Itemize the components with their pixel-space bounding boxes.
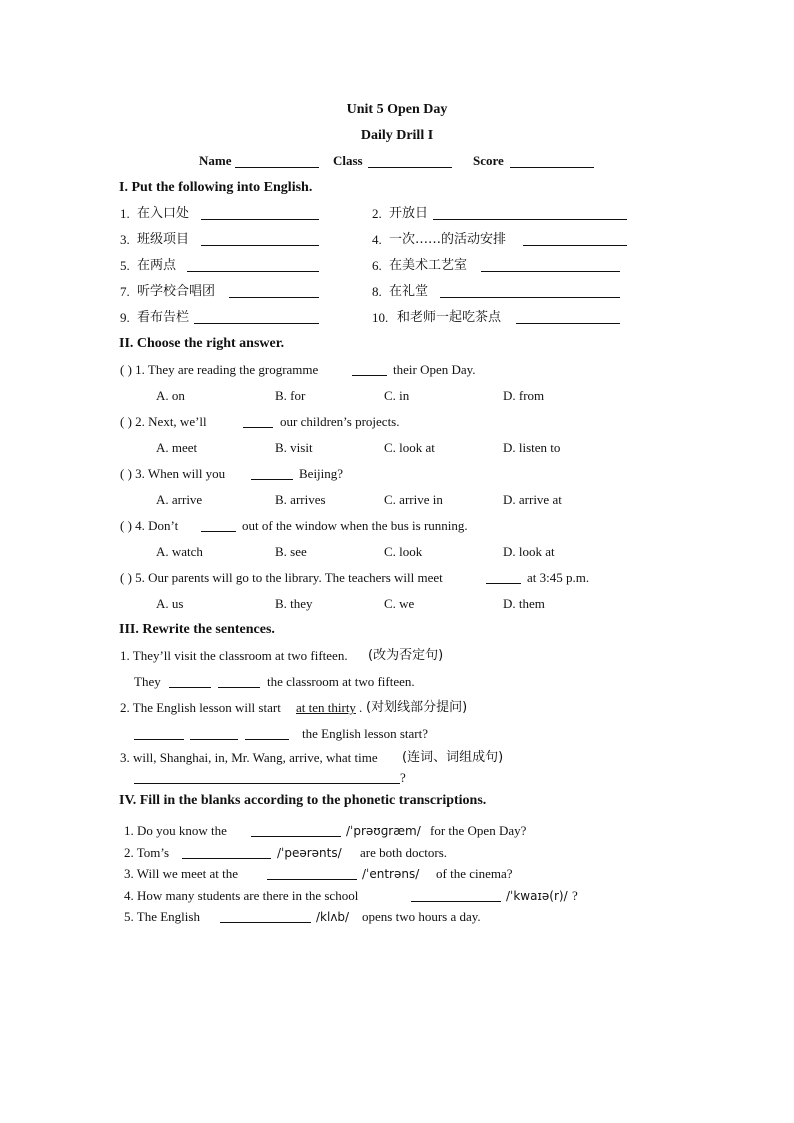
item-number: 5. — [120, 258, 130, 273]
answer-blank[interactable] — [201, 531, 236, 532]
answer-end: the classroom at two fifteen. — [267, 674, 415, 689]
question-hint: (对划线部分提问) — [366, 700, 468, 715]
answer-line[interactable] — [229, 297, 319, 298]
item-text: 开放日 — [389, 206, 429, 221]
item-text-end: opens two hours a day. — [362, 909, 481, 924]
item-number: 2. — [372, 206, 382, 221]
item-text: 在入口处 — [137, 206, 190, 221]
option-a[interactable]: A. us — [156, 596, 184, 611]
item-text-end: are both doctors. — [360, 845, 448, 860]
worksheet-subtitle: Daily Drill I — [360, 128, 434, 143]
option-d[interactable]: D. them — [503, 596, 545, 611]
question-text: 2. The English lesson will start — [120, 700, 281, 715]
item-text: 在两点 — [137, 258, 177, 273]
answer-blank[interactable] — [190, 739, 238, 740]
question-hint: (连词、词组成句) — [402, 750, 504, 765]
answer-line[interactable] — [440, 297, 620, 298]
answer-line[interactable] — [187, 271, 319, 272]
answer-blank[interactable] — [182, 858, 271, 859]
item-text-end: of the cinema? — [436, 866, 513, 881]
item-number: 8. — [372, 284, 382, 299]
item-text: 在美术工艺室 — [389, 258, 468, 273]
item-number: 10. — [372, 310, 389, 325]
item-text: 2. Tom’s — [124, 845, 170, 860]
item-number: 7. — [120, 284, 130, 299]
answer-line[interactable] — [134, 783, 400, 784]
class-label: Class — [333, 153, 363, 168]
answer-blank[interactable] — [411, 901, 501, 902]
option-b[interactable]: B. arrives — [275, 492, 326, 507]
question-text-end: Beijing? — [299, 466, 344, 481]
section-1-heading: I. Put the following into English. — [119, 180, 313, 195]
item-text: 一次……的活动安排 — [389, 232, 507, 247]
option-a[interactable]: A. arrive — [156, 492, 203, 507]
option-a[interactable]: A. meet — [156, 440, 198, 455]
question-text: ( ) 1. They are reading the grogramme — [120, 362, 319, 377]
option-c[interactable]: C. look — [384, 544, 423, 559]
answer-line[interactable] — [433, 219, 627, 220]
question-hint: (改为否定句) — [368, 648, 444, 663]
answer-line[interactable] — [523, 245, 627, 246]
answer-line[interactable] — [481, 271, 620, 272]
phonetic-transcription: /ˈprəʊɡræm/ — [346, 824, 421, 838]
question-text: ( ) 2. Next, we’ll — [120, 414, 207, 429]
item-text: 在礼堂 — [389, 284, 429, 299]
option-d[interactable]: D. from — [503, 388, 545, 403]
item-text: 班级项目 — [137, 232, 190, 247]
item-text: 听学校合唱团 — [137, 284, 216, 299]
option-a[interactable]: A. on — [156, 388, 185, 403]
option-c[interactable]: C. in — [384, 388, 410, 403]
section-4-heading: IV. Fill in the blanks according to the phonetic transcriptions. — [119, 793, 487, 808]
option-a[interactable]: A. watch — [156, 544, 203, 559]
answer-line[interactable] — [201, 245, 319, 246]
answer-line[interactable] — [201, 219, 319, 220]
answer-blank[interactable] — [220, 922, 311, 923]
item-number: 3. — [120, 232, 130, 247]
question-text: ( ) 5. Our parents will go to the library. The teachers will meet — [120, 570, 443, 585]
question-text-end: at 3:45 p.m. — [527, 570, 590, 585]
item-number: 1. — [120, 206, 130, 221]
phonetic-transcription: /ˈentrəns/ — [362, 867, 420, 881]
answer-end: ? — [400, 770, 406, 785]
item-number: 6. — [372, 258, 382, 273]
question-text-end: our children’s projects. — [280, 414, 400, 429]
name-field[interactable] — [235, 167, 319, 168]
item-text: 4. How many students are there in the school — [124, 888, 359, 903]
option-c[interactable]: C. we — [384, 596, 415, 611]
option-b[interactable]: B. see — [275, 544, 307, 559]
item-text: 5. The English — [124, 909, 200, 924]
option-d[interactable]: D. look at — [503, 544, 555, 559]
answer-line[interactable] — [194, 323, 319, 324]
item-number: 4. — [372, 232, 382, 247]
option-b[interactable]: B. for — [275, 388, 306, 403]
answer-blank[interactable] — [267, 879, 357, 880]
worksheet-title: Unit 5 Open Day — [346, 102, 448, 117]
question-text-end: their Open Day. — [393, 362, 476, 377]
question-text: ( ) 4. Don’t — [120, 518, 179, 533]
class-field[interactable] — [368, 167, 452, 168]
answer-blank[interactable] — [486, 583, 521, 584]
answer-start: They — [134, 674, 161, 689]
phonetic-transcription: /klʌb/ — [316, 910, 350, 924]
score-label: Score — [473, 153, 504, 168]
name-label: Name — [199, 153, 232, 168]
underlined-phrase: at ten thirty — [296, 700, 356, 715]
question-text: 1. They’ll visit the classroom at two fifteen. — [120, 648, 348, 663]
answer-blank[interactable] — [169, 687, 211, 688]
item-text: 1. Do you know the — [124, 823, 227, 838]
answer-blank[interactable] — [251, 836, 341, 837]
option-b[interactable]: B. they — [275, 596, 313, 611]
option-b[interactable]: B. visit — [275, 440, 313, 455]
question-text: ( ) 3. When will you — [120, 466, 226, 481]
phonetic-transcription: /ˈkwaɪə(r)/ — [506, 889, 568, 903]
section-2-heading: II. Choose the right answer. — [119, 336, 285, 351]
phonetic-transcription: /ˈpeərənts/ — [277, 846, 342, 860]
answer-blank[interactable] — [251, 479, 293, 480]
answer-blank[interactable] — [218, 687, 260, 688]
answer-end: the English lesson start? — [302, 726, 429, 741]
option-c[interactable]: C. look at — [384, 440, 435, 455]
answer-line[interactable] — [516, 323, 620, 324]
question-text-end: out of the window when the bus is running. — [242, 518, 468, 533]
item-text: 3. Will we meet at the — [124, 866, 239, 881]
score-field[interactable] — [510, 167, 594, 168]
answer-blank[interactable] — [352, 375, 387, 376]
option-c[interactable]: C. arrive in — [384, 492, 443, 507]
question-text-end: . — [359, 700, 363, 715]
answer-blank[interactable] — [245, 739, 289, 740]
question-text: 3. will, Shanghai, in, Mr. Wang, arrive, what time — [120, 750, 378, 765]
section-3-heading: III. Rewrite the sentences. — [119, 622, 275, 637]
option-d[interactable]: D. arrive at — [503, 492, 562, 507]
item-number: 9. — [120, 310, 130, 325]
item-text: 和老师一起吃茶点 — [397, 310, 502, 325]
item-text: 看布告栏 — [137, 310, 190, 325]
answer-blank[interactable] — [243, 427, 273, 428]
option-d[interactable]: D. listen to — [503, 440, 561, 455]
item-text-end: ? — [572, 888, 578, 903]
answer-blank[interactable] — [134, 739, 184, 740]
item-text-end: for the Open Day? — [430, 823, 527, 838]
